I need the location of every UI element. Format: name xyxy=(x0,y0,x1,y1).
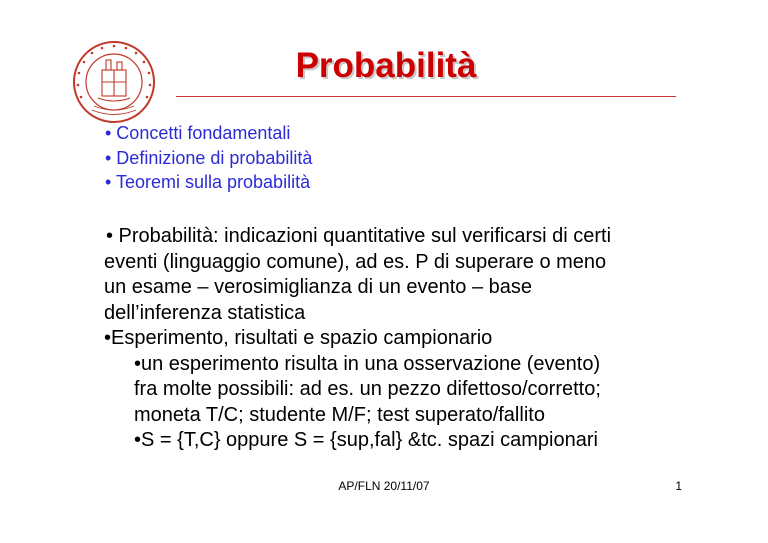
body-line: • Probabilità: indicazioni quantitative sul verificarsi di certi xyxy=(106,225,612,247)
topic-list xyxy=(105,121,312,195)
topic-item: • Concetti fondamentali xyxy=(105,123,291,143)
body-line: dell’inferenza statistica xyxy=(104,301,306,324)
body-line: un esame – verosimiglianza di un evento – base xyxy=(104,276,533,298)
body-line: eventi (linguaggio comune), ad es. P di superare o meno xyxy=(104,250,607,273)
section-heading: •Esperimento, risultati e spazio campionario xyxy=(104,327,493,349)
page-number: 1 xyxy=(675,479,682,493)
body-subline: moneta T/C; studente M/F; test superato/fallito xyxy=(134,403,545,426)
slide-footer: AP/FLN 20/11/07 xyxy=(338,479,430,493)
university-seal-logo xyxy=(72,40,156,124)
topic-item: • Definizione di probabilità xyxy=(105,147,313,168)
title-divider xyxy=(176,96,676,97)
slide-body xyxy=(106,224,686,454)
body-subline: •un esperimento risulta in una osservazione (evento) xyxy=(134,352,601,375)
body-subline: fra molte possibili: ad es. un pezzo difettoso/corretto; xyxy=(134,378,601,400)
topic-item: • Teoremi sulla probabilità xyxy=(105,172,311,192)
slide-title: Probabilità xyxy=(295,46,477,85)
body-subline: •S = {T,C} oppure S = {sup,fal} &tc. spazi campionari xyxy=(134,429,598,451)
